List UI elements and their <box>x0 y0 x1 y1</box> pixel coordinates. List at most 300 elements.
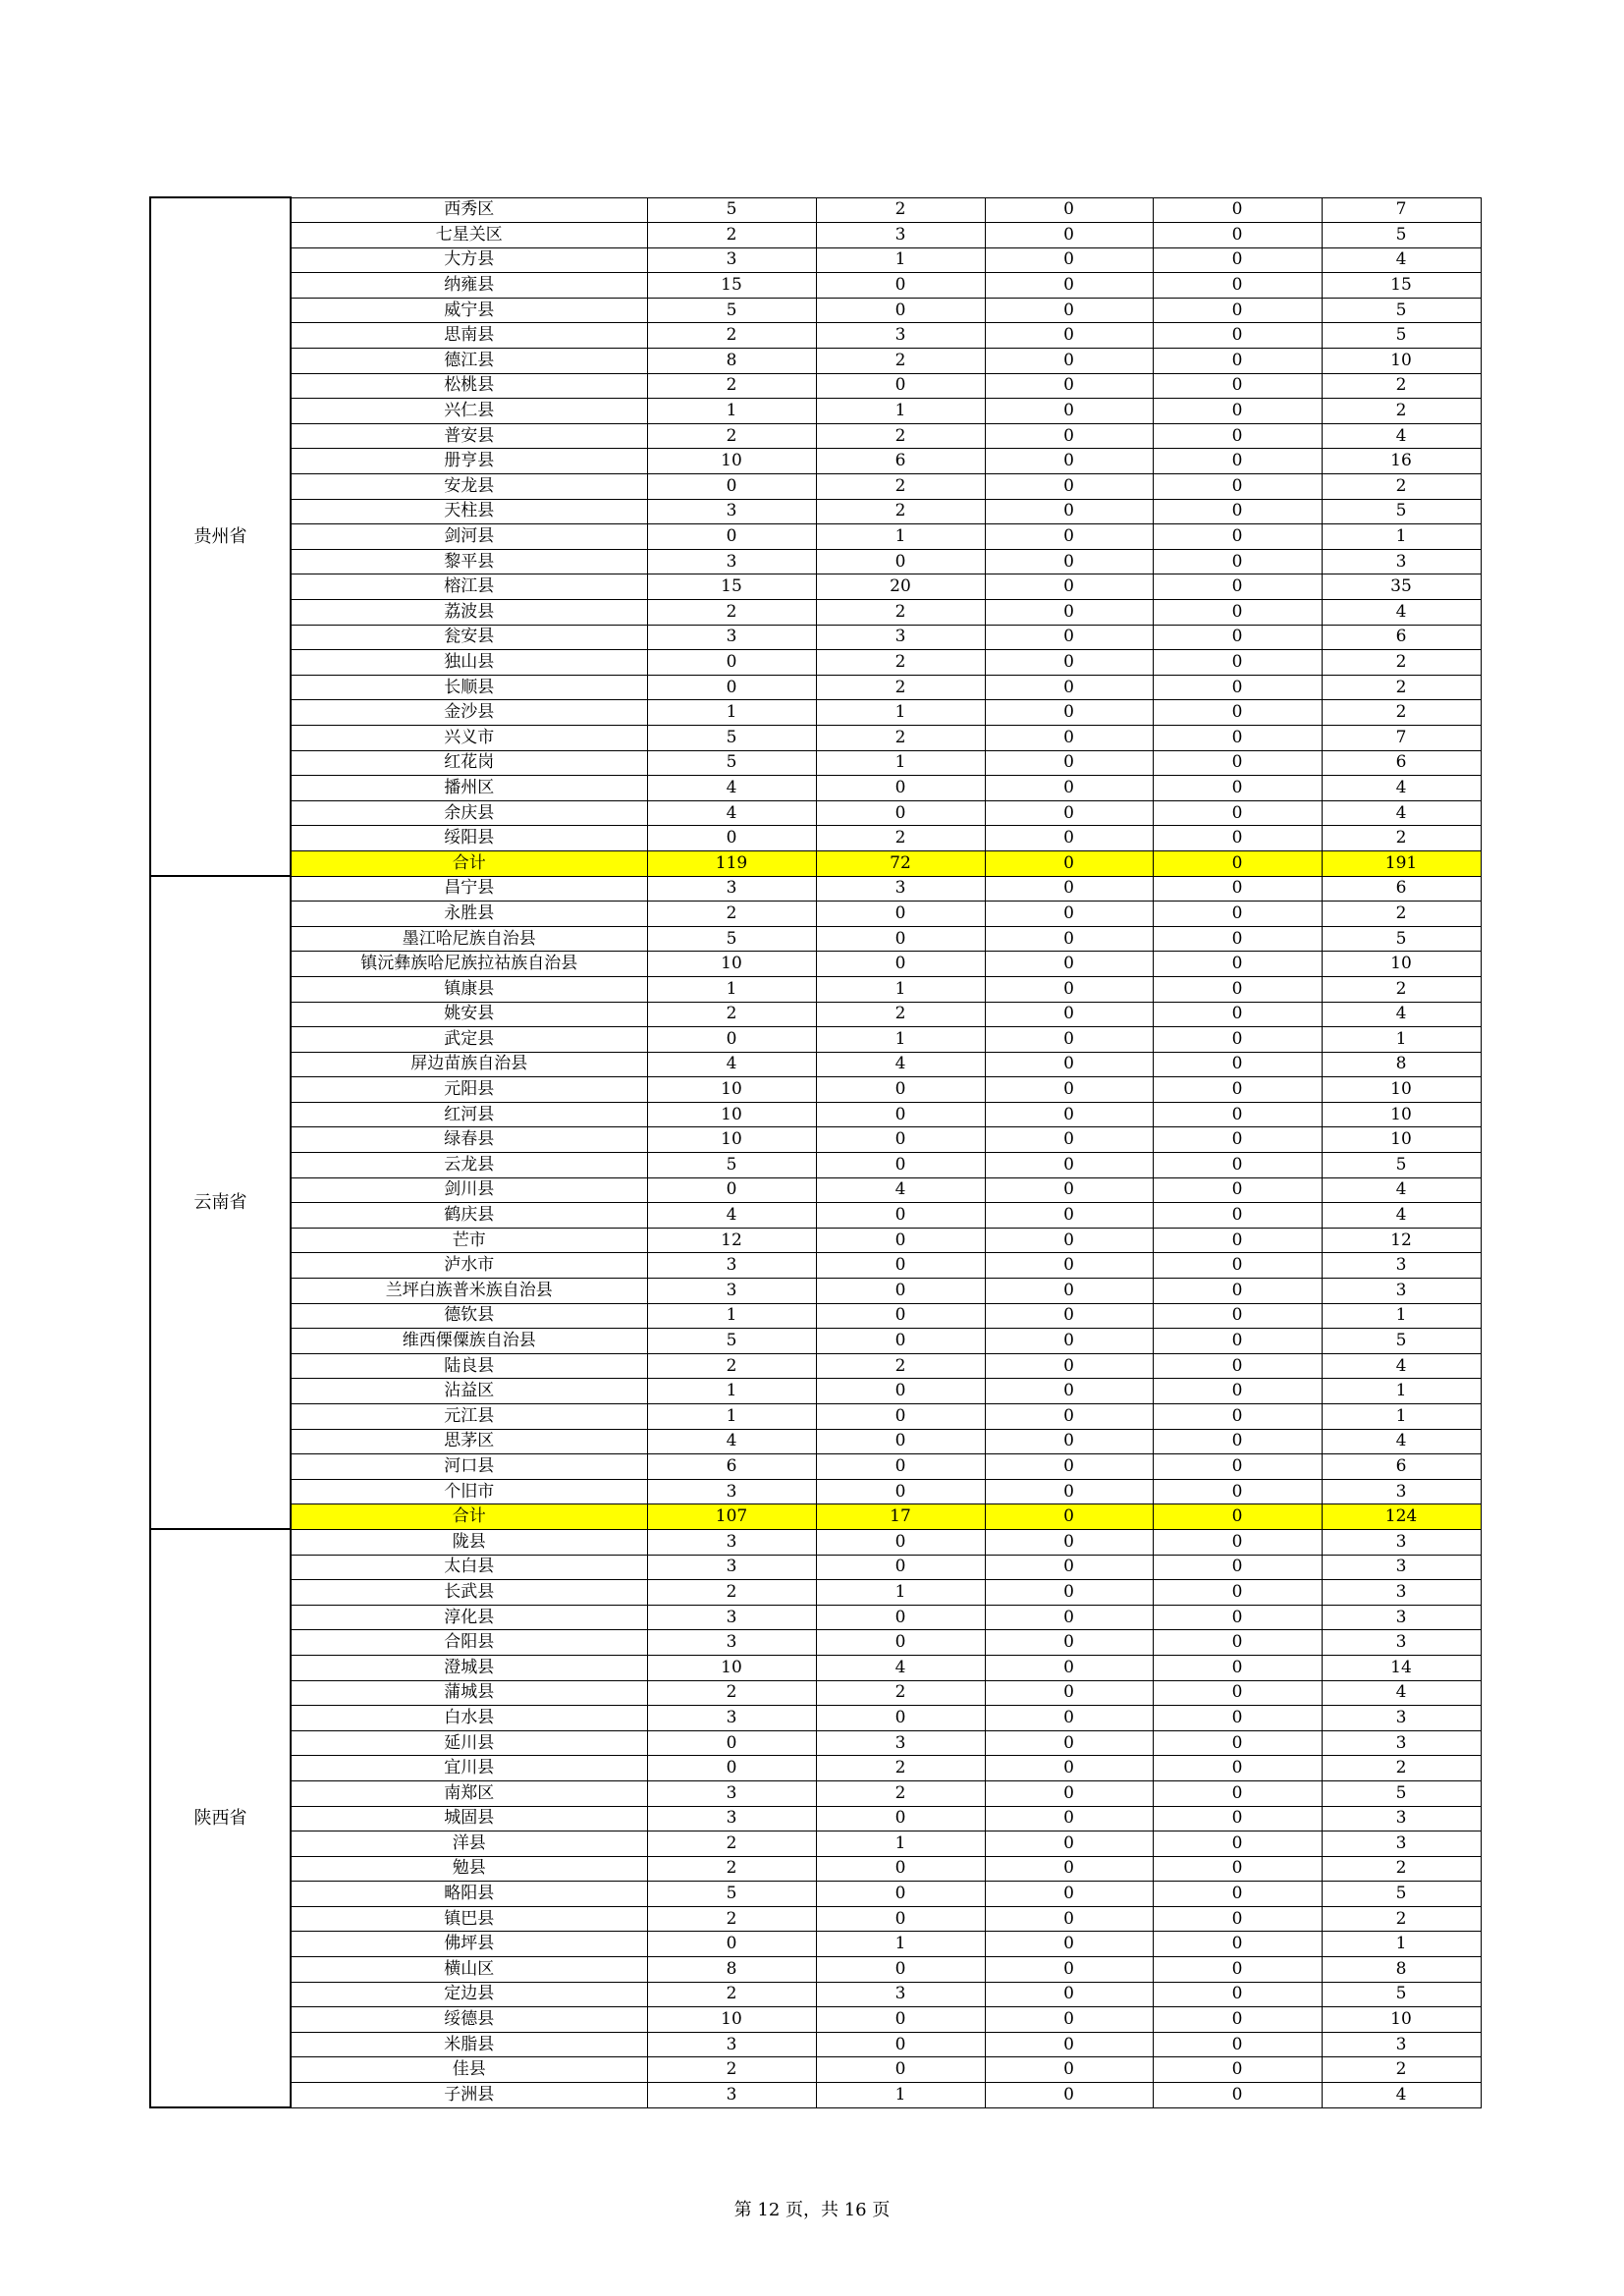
county-name-cell: 佳县 <box>291 2057 647 2083</box>
value-cell: 0 <box>816 1329 985 1354</box>
value-cell: 3 <box>1322 1605 1481 1630</box>
table-row <box>150 1429 1481 1454</box>
table-row <box>150 776 1481 801</box>
value-cell: 0 <box>816 373 985 399</box>
value-cell: 10 <box>1322 1102 1481 1127</box>
value-cell: 2 <box>1322 2057 1481 2083</box>
value-cell: 2 <box>647 2057 816 2083</box>
table-row <box>150 1404 1481 1430</box>
table-row <box>150 1730 1481 1756</box>
value-cell: 3 <box>1322 1555 1481 1580</box>
county-name-cell: 芒市 <box>291 1228 647 1253</box>
value-cell: 6 <box>1322 1454 1481 1480</box>
table-row <box>150 625 1481 650</box>
value-cell: 0 <box>1153 750 1322 776</box>
value-cell: 0 <box>985 2032 1153 2057</box>
value-cell: 7 <box>1322 725 1481 750</box>
value-cell: 0 <box>985 1906 1153 1932</box>
table-row <box>150 1353 1481 1379</box>
table-row <box>150 1555 1481 1580</box>
table-row <box>150 323 1481 349</box>
value-cell: 6 <box>816 449 985 474</box>
value-cell: 2 <box>1322 826 1481 851</box>
county-name-cell: 荔波县 <box>291 600 647 626</box>
value-cell: 0 <box>1153 1379 1322 1404</box>
county-name-cell: 瓮安县 <box>291 625 647 650</box>
value-cell: 5 <box>1322 1882 1481 1907</box>
value-cell: 3 <box>647 549 816 574</box>
value-cell: 0 <box>1153 1655 1322 1680</box>
value-cell: 0 <box>1153 399 1322 424</box>
value-cell: 10 <box>647 449 816 474</box>
value-cell: 0 <box>1153 1177 1322 1203</box>
value-cell: 119 <box>647 850 816 876</box>
value-cell: 0 <box>1153 1856 1322 1882</box>
value-cell: 0 <box>1153 197 1322 223</box>
county-name-cell: 余庆县 <box>291 800 647 826</box>
value-cell: 15 <box>647 574 816 600</box>
value-cell: 3 <box>647 1555 816 1580</box>
value-cell: 2 <box>1322 700 1481 726</box>
value-cell: 124 <box>1322 1504 1481 1530</box>
county-name-cell: 兰坪白族普米族自治县 <box>291 1279 647 1304</box>
value-cell: 0 <box>816 926 985 952</box>
value-cell: 0 <box>816 1279 985 1304</box>
value-cell: 3 <box>1322 1479 1481 1504</box>
table-row <box>150 675 1481 700</box>
value-cell: 0 <box>985 1630 1153 1656</box>
value-cell: 0 <box>1153 1203 1322 1229</box>
county-name-cell: 普安县 <box>291 423 647 449</box>
value-cell: 0 <box>985 298 1153 323</box>
value-cell: 0 <box>985 247 1153 273</box>
county-name-cell: 红花岗 <box>291 750 647 776</box>
table-row <box>150 876 1481 902</box>
value-cell: 0 <box>816 952 985 977</box>
value-cell: 0 <box>1153 1077 1322 1103</box>
value-cell: 3 <box>1322 1580 1481 1606</box>
value-cell: 0 <box>985 750 1153 776</box>
value-cell: 0 <box>985 1454 1153 1480</box>
value-cell: 0 <box>985 800 1153 826</box>
table-row <box>150 1153 1481 1178</box>
county-name-cell: 大方县 <box>291 247 647 273</box>
value-cell: 0 <box>1153 625 1322 650</box>
county-name-cell: 米脂县 <box>291 2032 647 2057</box>
value-cell: 0 <box>816 549 985 574</box>
table-row <box>150 725 1481 750</box>
value-cell: 0 <box>1153 247 1322 273</box>
value-cell: 0 <box>985 1279 1153 1304</box>
county-name-cell: 横山区 <box>291 1957 647 1983</box>
table-row <box>150 298 1481 323</box>
value-cell: 0 <box>985 1027 1153 1053</box>
value-cell: 2 <box>647 1831 816 1857</box>
value-cell: 0 <box>1153 449 1322 474</box>
value-cell: 0 <box>1153 1706 1322 1731</box>
county-name-cell: 姚安县 <box>291 1002 647 1027</box>
value-cell: 4 <box>647 800 816 826</box>
value-cell: 1 <box>816 1932 985 1957</box>
value-cell: 4 <box>647 776 816 801</box>
value-cell: 0 <box>985 349 1153 374</box>
value-cell: 0 <box>1153 725 1322 750</box>
value-cell: 0 <box>985 600 1153 626</box>
value-cell: 3 <box>647 2083 816 2108</box>
table-row <box>150 499 1481 524</box>
table-row <box>150 1831 1481 1857</box>
county-name-cell: 定边县 <box>291 1982 647 2007</box>
value-cell: 17 <box>816 1504 985 1530</box>
value-cell: 3 <box>647 1630 816 1656</box>
value-cell: 1 <box>816 2083 985 2108</box>
value-cell: 10 <box>1322 1127 1481 1153</box>
value-cell: 10 <box>1322 952 1481 977</box>
value-cell: 5 <box>1322 926 1481 952</box>
table-row <box>150 650 1481 676</box>
value-cell: 4 <box>1322 1429 1481 1454</box>
county-name-cell: 佛坪县 <box>291 1932 647 1957</box>
value-cell: 0 <box>1153 1882 1322 1907</box>
table-row <box>150 574 1481 600</box>
value-cell: 0 <box>985 524 1153 550</box>
province-cell: 贵州省 <box>150 197 291 876</box>
value-cell: 0 <box>1153 2032 1322 2057</box>
county-name-cell: 元江县 <box>291 1404 647 1430</box>
county-name-cell: 略阳县 <box>291 1882 647 1907</box>
value-cell: 0 <box>1153 776 1322 801</box>
value-cell: 1 <box>1322 1303 1481 1329</box>
value-cell: 0 <box>1153 1353 1322 1379</box>
value-cell: 2 <box>816 650 985 676</box>
value-cell: 0 <box>1153 1831 1322 1857</box>
value-cell: 0 <box>985 1102 1153 1127</box>
value-cell: 0 <box>985 499 1153 524</box>
value-cell: 0 <box>985 1329 1153 1354</box>
table-row <box>150 902 1481 927</box>
value-cell: 0 <box>985 926 1153 952</box>
value-cell: 0 <box>647 1027 816 1053</box>
province-cell: 陕西省 <box>150 1529 291 2107</box>
county-name-cell: 西秀区 <box>291 197 647 223</box>
value-cell: 2 <box>647 1856 816 1882</box>
value-cell: 0 <box>816 776 985 801</box>
value-cell: 0 <box>1153 1127 1322 1153</box>
value-cell: 0 <box>1153 800 1322 826</box>
table-row <box>150 1756 1481 1781</box>
value-cell: 0 <box>985 1253 1153 1279</box>
value-cell: 0 <box>985 1479 1153 1504</box>
table-row <box>150 1882 1481 1907</box>
value-cell: 16 <box>1322 449 1481 474</box>
value-cell: 0 <box>816 1882 985 1907</box>
value-cell: 2 <box>816 423 985 449</box>
county-name-cell: 昌宁县 <box>291 876 647 902</box>
value-cell: 0 <box>985 1177 1153 1203</box>
value-cell: 0 <box>816 1806 985 1831</box>
value-cell: 0 <box>985 1429 1153 1454</box>
value-cell: 0 <box>985 323 1153 349</box>
value-cell: 0 <box>985 675 1153 700</box>
value-cell: 0 <box>816 2057 985 2083</box>
value-cell: 1 <box>816 1580 985 1606</box>
value-cell: 0 <box>985 850 1153 876</box>
value-cell: 0 <box>1153 1027 1322 1053</box>
county-name-cell: 云龙县 <box>291 1153 647 1178</box>
county-name-cell: 洋县 <box>291 1831 647 1857</box>
table-row <box>150 349 1481 374</box>
value-cell: 3 <box>1322 1730 1481 1756</box>
value-cell: 0 <box>1153 1906 1322 1932</box>
value-cell: 4 <box>1322 1203 1481 1229</box>
value-cell: 0 <box>985 1831 1153 1857</box>
value-cell: 0 <box>1153 826 1322 851</box>
table-row <box>150 1780 1481 1806</box>
value-cell: 1 <box>1322 1932 1481 1957</box>
county-name-cell: 个旧市 <box>291 1479 647 1504</box>
value-cell: 3 <box>1322 1253 1481 1279</box>
value-cell: 3 <box>647 247 816 273</box>
value-cell: 5 <box>1322 223 1481 248</box>
value-cell: 0 <box>1153 1932 1322 1957</box>
value-cell: 0 <box>985 1756 1153 1781</box>
value-cell: 0 <box>985 1203 1153 1229</box>
county-name-cell: 淳化县 <box>291 1605 647 1630</box>
value-cell: 10 <box>647 1127 816 1153</box>
table-row <box>150 474 1481 500</box>
table-row <box>150 524 1481 550</box>
value-cell: 0 <box>647 675 816 700</box>
value-cell: 0 <box>647 1177 816 1203</box>
value-cell: 3 <box>647 1253 816 1279</box>
table-row <box>150 952 1481 977</box>
value-cell: 2 <box>816 600 985 626</box>
county-name-cell: 延川县 <box>291 1730 647 1756</box>
value-cell: 6 <box>647 1454 816 1480</box>
county-name-cell: 沾益区 <box>291 1379 647 1404</box>
value-cell: 1 <box>647 1303 816 1329</box>
table-row <box>150 1077 1481 1103</box>
value-cell: 0 <box>985 449 1153 474</box>
value-cell: 1 <box>647 976 816 1002</box>
value-cell: 0 <box>647 524 816 550</box>
value-cell: 0 <box>1153 1555 1322 1580</box>
table-row <box>150 600 1481 626</box>
value-cell: 0 <box>1153 1529 1322 1555</box>
value-cell: 1 <box>647 1404 816 1430</box>
value-cell: 0 <box>1153 976 1322 1002</box>
county-name-cell: 绥德县 <box>291 2007 647 2033</box>
value-cell: 1 <box>1322 1379 1481 1404</box>
value-cell: 0 <box>816 2032 985 2057</box>
value-cell: 3 <box>1322 1630 1481 1656</box>
value-cell: 0 <box>985 1605 1153 1630</box>
value-cell: 1 <box>647 1379 816 1404</box>
value-cell: 0 <box>985 1404 1153 1430</box>
value-cell: 3 <box>647 499 816 524</box>
value-cell: 2 <box>647 1580 816 1606</box>
value-cell: 3 <box>647 1706 816 1731</box>
table-row <box>150 1279 1481 1304</box>
value-cell: 0 <box>1153 1730 1322 1756</box>
value-cell: 3 <box>647 1780 816 1806</box>
county-name-cell: 子洲县 <box>291 2083 647 2108</box>
table-row <box>150 1605 1481 1630</box>
table-row <box>150 1329 1481 1354</box>
county-name-cell: 永胜县 <box>291 902 647 927</box>
county-name-cell: 镇巴县 <box>291 1906 647 1932</box>
value-cell: 2 <box>1322 650 1481 676</box>
value-cell: 0 <box>1153 474 1322 500</box>
total-label-cell: 合计 <box>291 1504 647 1530</box>
table-row <box>150 197 1481 223</box>
table-row <box>150 449 1481 474</box>
county-name-cell: 威宁县 <box>291 298 647 323</box>
value-cell: 3 <box>647 1529 816 1555</box>
table-row <box>150 2083 1481 2108</box>
county-name-cell: 维西傈僳族自治县 <box>291 1329 647 1354</box>
value-cell: 4 <box>1322 247 1481 273</box>
county-name-cell: 德钦县 <box>291 1303 647 1329</box>
table-row <box>150 976 1481 1002</box>
table-row <box>150 1379 1481 1404</box>
value-cell: 0 <box>985 1982 1153 2007</box>
value-cell: 4 <box>1322 1680 1481 1706</box>
table-row <box>150 750 1481 776</box>
value-cell: 4 <box>647 1052 816 1077</box>
value-cell: 0 <box>647 1756 816 1781</box>
table-row <box>150 1228 1481 1253</box>
value-cell: 0 <box>1153 574 1322 600</box>
value-cell: 3 <box>1322 1706 1481 1731</box>
county-name-cell: 澄城县 <box>291 1655 647 1680</box>
value-cell: 0 <box>985 1856 1153 1882</box>
value-cell: 1 <box>1322 524 1481 550</box>
table-row <box>150 1982 1481 2007</box>
value-cell: 4 <box>1322 2083 1481 2108</box>
county-name-cell: 河口县 <box>291 1454 647 1480</box>
value-cell: 0 <box>1153 2007 1322 2033</box>
value-cell: 8 <box>647 349 816 374</box>
table-row <box>150 1253 1481 1279</box>
value-cell: 0 <box>1153 1806 1322 1831</box>
value-cell: 0 <box>985 373 1153 399</box>
table-row <box>150 273 1481 299</box>
value-cell: 0 <box>985 1529 1153 1555</box>
county-name-cell: 七星关区 <box>291 223 647 248</box>
value-cell: 6 <box>1322 750 1481 776</box>
value-cell: 0 <box>816 1706 985 1731</box>
value-cell: 0 <box>985 1655 1153 1680</box>
value-cell: 0 <box>1153 499 1322 524</box>
table-row <box>150 1052 1481 1077</box>
value-cell: 0 <box>985 1077 1153 1103</box>
value-cell: 0 <box>816 2007 985 2033</box>
value-cell: 2 <box>1322 976 1481 1002</box>
value-cell: 0 <box>985 1153 1153 1178</box>
county-name-cell: 南郑区 <box>291 1780 647 1806</box>
value-cell: 2 <box>647 373 816 399</box>
county-name-cell: 纳雍县 <box>291 273 647 299</box>
value-cell: 10 <box>647 1102 816 1127</box>
value-cell: 0 <box>985 1706 1153 1731</box>
table-row <box>150 800 1481 826</box>
value-cell: 5 <box>647 1153 816 1178</box>
value-cell: 1 <box>816 1831 985 1857</box>
value-cell: 0 <box>1153 349 1322 374</box>
value-cell: 1 <box>816 750 985 776</box>
table-row <box>150 1856 1481 1882</box>
value-cell: 2 <box>647 323 816 349</box>
value-cell: 6 <box>1322 876 1481 902</box>
table-row <box>150 1529 1481 1555</box>
county-name-cell: 兴仁县 <box>291 399 647 424</box>
value-cell: 0 <box>1153 1605 1322 1630</box>
value-cell: 10 <box>1322 2007 1481 2033</box>
value-cell: 0 <box>985 197 1153 223</box>
value-cell: 0 <box>985 876 1153 902</box>
county-name-cell: 镇沅彝族哈尼族拉祜族自治县 <box>291 952 647 977</box>
value-cell: 0 <box>816 1856 985 1882</box>
value-cell: 2 <box>816 197 985 223</box>
county-name-cell: 勉县 <box>291 1856 647 1882</box>
value-cell: 3 <box>1322 549 1481 574</box>
county-name-cell: 播州区 <box>291 776 647 801</box>
table-row <box>150 1906 1481 1932</box>
value-cell: 3 <box>1322 1279 1481 1304</box>
value-cell: 4 <box>816 1655 985 1680</box>
value-cell: 191 <box>1322 850 1481 876</box>
value-cell: 0 <box>816 1203 985 1229</box>
value-cell: 0 <box>1153 1756 1322 1781</box>
value-cell: 3 <box>1322 1806 1481 1831</box>
value-cell: 0 <box>647 474 816 500</box>
value-cell: 5 <box>1322 298 1481 323</box>
value-cell: 0 <box>985 1882 1153 1907</box>
county-name-cell: 剑河县 <box>291 524 647 550</box>
value-cell: 4 <box>816 1177 985 1203</box>
table-row <box>150 1127 1481 1153</box>
value-cell: 5 <box>1322 1329 1481 1354</box>
value-cell: 0 <box>816 902 985 927</box>
table-row <box>150 1806 1481 1831</box>
value-cell: 0 <box>985 1780 1153 1806</box>
value-cell: 10 <box>647 1655 816 1680</box>
value-cell: 0 <box>647 1730 816 1756</box>
value-cell: 0 <box>1153 1329 1322 1354</box>
value-cell: 4 <box>1322 1353 1481 1379</box>
value-cell: 2 <box>816 349 985 374</box>
value-cell: 2 <box>1322 373 1481 399</box>
value-cell: 0 <box>1153 273 1322 299</box>
value-cell: 5 <box>1322 323 1481 349</box>
value-cell: 1 <box>816 976 985 1002</box>
value-cell: 0 <box>985 223 1153 248</box>
table-row <box>150 1706 1481 1731</box>
county-name-cell: 兴义市 <box>291 725 647 750</box>
value-cell: 2 <box>647 1353 816 1379</box>
table-row <box>150 1303 1481 1329</box>
county-name-cell: 金沙县 <box>291 700 647 726</box>
table-row <box>150 1630 1481 1656</box>
value-cell: 5 <box>1322 1982 1481 2007</box>
value-cell: 0 <box>816 1153 985 1178</box>
value-cell: 0 <box>816 800 985 826</box>
value-cell: 0 <box>985 976 1153 1002</box>
value-cell: 8 <box>1322 1957 1481 1983</box>
value-cell: 3 <box>647 625 816 650</box>
value-cell: 1 <box>647 399 816 424</box>
